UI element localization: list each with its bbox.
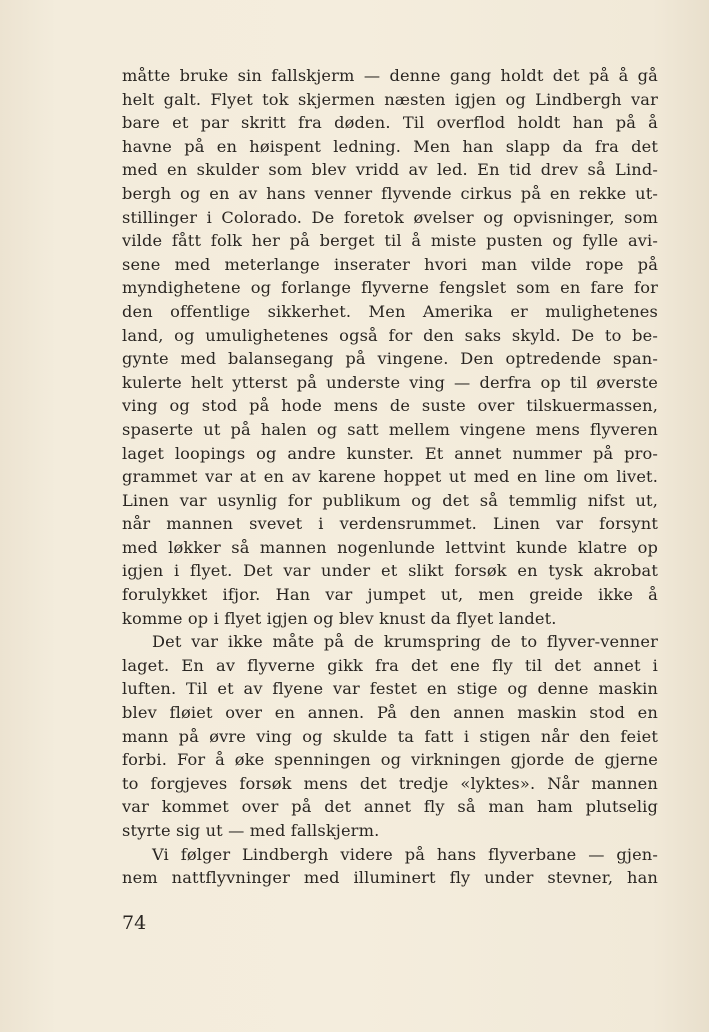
text-line: myndighetene og forlange flyverne fengslet som en fare for (122, 278, 658, 298)
text-line: spaserte ut på halen og satt mellem vingene mens flyveren (122, 419, 658, 439)
paragraph-start-line: Vi følger Lindbergh videre på hans flyverbane — gjen- (152, 844, 658, 864)
page-number: 74 (122, 912, 147, 934)
text-line: vilde fått folk her på berget til å miste pusten og fylle avi- (122, 231, 658, 251)
text-line: kulerte helt ytterst på underste ving — derfra op til øverste (122, 372, 658, 392)
text-line: ving og stod på hode mens de suste over tilskuermassen, (122, 396, 658, 416)
text-line: land, og umulighetenes også for den saks skyld. De to be- (122, 325, 658, 345)
text-line: komme op i flyet igjen og blev knust da flyet landet. (122, 608, 557, 628)
text-line: mann på øvre ving og skulde ta fatt i stigen når den feiet (122, 726, 658, 746)
text-line: forbi. For å øke spenningen og virkningen gjorde de gjerne (122, 750, 658, 770)
text-line: luften. Til et av flyene var festet en stige og denne maskin (122, 679, 658, 699)
text-line: den offentlige sikkerhet. Men Amerika er mulighetenes (122, 301, 658, 321)
text-line: var kommet over på det annet fly så man ham plutselig (122, 797, 658, 817)
text-line: grammet var at en av karene hoppet ut med en line om livet. (122, 467, 658, 487)
text-line: helt galt. Flyet tok skjermen næsten igjen og Lindbergh var (122, 89, 658, 109)
text-line: forulykket ifjor. Han var jumpet ut, men greide ikke å (122, 585, 658, 605)
text-line: nem nattflyvninger med illuminert fly under stevner, han (122, 868, 658, 888)
body-text (122, 64, 658, 890)
text-line: stillinger i Colorado. De foretok øvelser og opvisninger, som (122, 207, 658, 227)
text-line: styrte sig ut — med fallskjerm. (122, 821, 380, 840)
text-line: havne på en høispent ledning. Men han slapp da fra det (122, 136, 658, 156)
text-line: sene med meterlange inserater hvori man vilde rope på (122, 254, 658, 274)
text-line: Linen var usynlig for publikum og det så temmlig nifst ut, (122, 490, 658, 510)
paragraph-start-line: Det var ikke måte på de krumspring de to flyver-venner (152, 632, 658, 652)
text-line: laget. En av flyverne gikk fra det ene fly til det annet i (122, 655, 658, 675)
text-line: laget loopings og andre kunster. Et annet nummer på pro- (122, 443, 658, 463)
text-line: gynte med balansegang på vingene. Den optredende span- (122, 349, 658, 369)
text-line: med løkker så mannen nogenlunde lettvint kunde klatre op (122, 537, 658, 557)
text-line: måtte bruke sin fallskjerm — denne gang holdt det på å gå (122, 66, 658, 85)
text-line: to forgjeves forsøk mens det tredje «lyktes». Når mannen (122, 773, 658, 793)
text-line: igjen i flyet. Det var under et slikt forsøk en tysk akrobat (122, 561, 658, 581)
text-line: med en skulder som blev vridd av led. En tid drev så Lind- (122, 160, 658, 180)
text-line: bergh og en av hans venner flyvende cirkus på en rekke ut- (122, 183, 658, 203)
text-line: når mannen svevet i verdensrummet. Linen var forsynt (122, 514, 658, 534)
text-line: blev fløiet over en annen. På den annen maskin stod en (122, 703, 658, 723)
text-line: bare et par skritt fra døden. Til overflod holdt han på å (122, 113, 658, 133)
